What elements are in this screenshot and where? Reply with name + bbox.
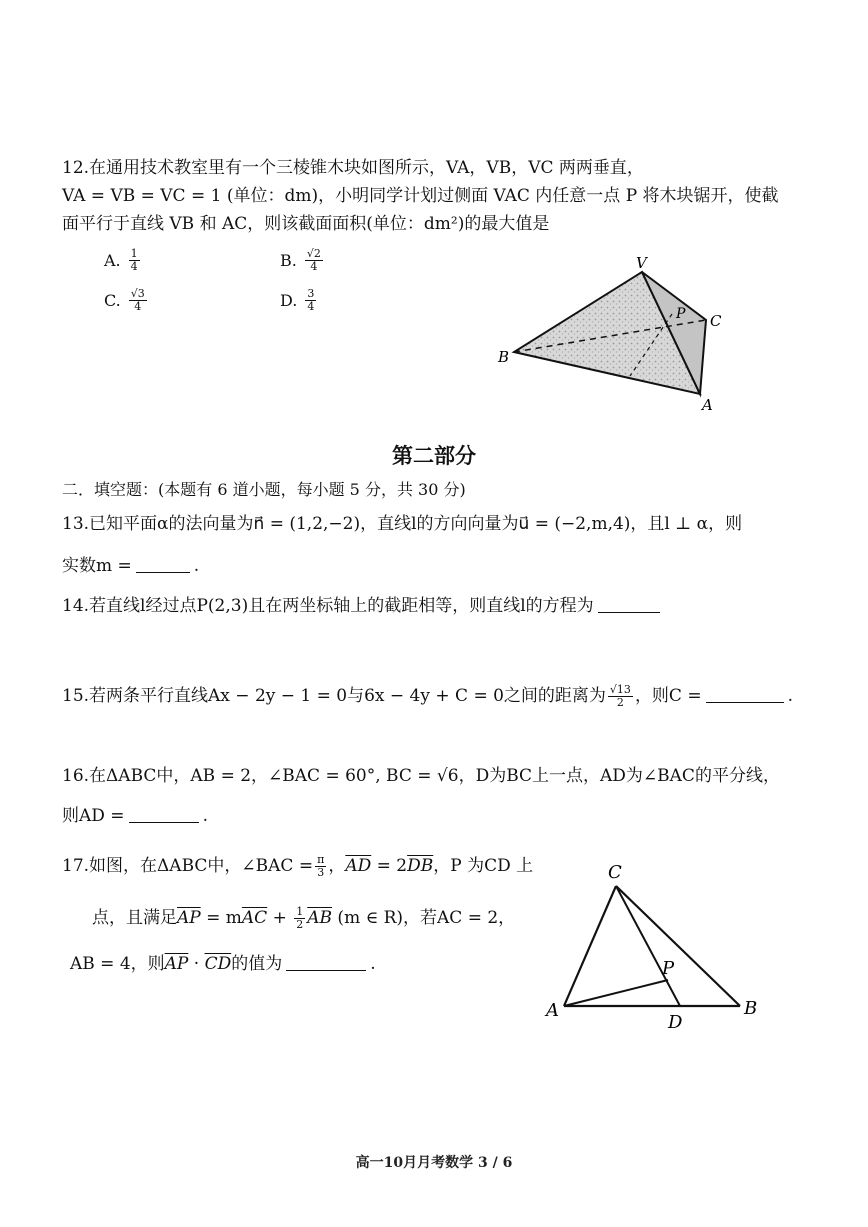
q17-line-2: 点，且满足$\overline{AP} = m\overline{AC}$ + $\frac{1}{2}$ $\overline{AB}$ (m ∈ R)，若AC = 2， — [92, 905, 516, 932]
q15-suffix: ，则C = — [634, 686, 702, 707]
q17-line-3: AB = 4，则$\overline{AP} \cdot \overline{CD}$的值为 . — [70, 954, 376, 974]
vector-ap: $\overline{AP}$ — [177, 908, 201, 929]
q14-text: 14.若直线l经过点P(2,3)且在两坐标轴上的截距相等，则直线l的方程为 — [62, 596, 594, 616]
q16-end: . — [202, 806, 208, 826]
label-p: P — [662, 958, 675, 979]
option-fraction: $\frac{3}{4}$ — [307, 287, 315, 314]
q15-prefix: 15.若两条平行直线Ax − 2y − 1 = 0与6x − 4y + C = 0之间的距离为 — [62, 686, 606, 707]
option-fraction: $\frac{√3}{4}$ — [130, 287, 145, 314]
q13-text: 实数m = — [62, 556, 132, 576]
q16-line-1: 16.在ΔABC中，AB = 2，∠BAC = 60°, BC = √6，D为BC上一点，AD为∠BAC的平分线， — [62, 766, 780, 786]
vector-db: $\overline{DB}$ — [407, 856, 434, 877]
vector-ab: $\overline{AB}$ — [307, 908, 333, 929]
edge-ac — [564, 886, 616, 1006]
label-c: C — [710, 312, 722, 330]
label-v: V — [636, 254, 647, 272]
vector-cd: $\overline{CD}$ — [204, 954, 232, 974]
option-letter: D. — [280, 291, 298, 311]
option-letter: C. — [104, 291, 121, 311]
q16-text: 则AD = — [62, 806, 125, 826]
vector-ac: $\overline{AC}$ — [241, 908, 268, 929]
q13-end: . — [193, 556, 200, 576]
q17-line-1: 17.如图，在ΔABC中，∠BAC = $\frac{\pi}{3}$ ，$\overline{AD} = 2\overline{DB}$，P 为CD 上 — [62, 853, 534, 880]
segment-ap — [564, 980, 668, 1006]
q17-half-fraction: $\frac{1}{2}$ — [296, 905, 304, 932]
q15-end: . — [787, 686, 793, 707]
option-letter: B. — [280, 251, 297, 271]
q12-line-3: 面平行于直线 VB 和 AC，则该截面面积(单位：dm²)的最大值是 — [62, 214, 550, 234]
q17-angle-fraction: $\frac{\pi}{3}$ — [317, 853, 325, 880]
q17-prefix: 17.如图，在ΔABC中，∠BAC = — [62, 856, 314, 877]
label-d: D — [668, 1012, 683, 1033]
vector-ap-2: $\overline{AP}$ — [164, 954, 189, 974]
segment-cd — [616, 886, 680, 1006]
label-p: P — [676, 306, 686, 322]
part-intro: 二．填空题：(本题有 6 道小题，每小题 5 分，共 30 分) — [62, 480, 466, 499]
q13-line-1: 13.已知平面α的法向量为n⃗ = (1,2,−2)，直线l的方向向量为u⃗ = (−2,m,4)，且l ⊥ α，则 — [62, 514, 743, 534]
label-c: C — [608, 862, 622, 883]
vector-ad: $\overline{AD}$ — [345, 856, 372, 877]
section-title: 第二部分 — [392, 443, 476, 468]
option-fraction: $\frac{√2}{4}$ — [306, 247, 321, 274]
q12-line-2: VA = VB = VC = 1 (单位：dm)，小明同学计划过侧面 VAC 内任意一点 P 将木块锯开，使截 — [62, 186, 779, 206]
label-a: A — [546, 1000, 559, 1021]
page-footer: 高一10月月考数学 3 / 6 — [355, 1155, 513, 1171]
label-b: B — [744, 998, 758, 1019]
q15-fraction: $\frac{√13}{2}$ — [609, 683, 631, 710]
option-fraction: $\frac{1}{4}$ — [130, 247, 138, 274]
q12-line-1: 12.在通用技术教室里有一个三棱锥木块如图所示，VA，VB，VC 两两垂直， — [62, 158, 644, 178]
label-b: B — [498, 348, 510, 366]
option-letter: A. — [104, 251, 121, 271]
label-a: A — [702, 396, 713, 414]
